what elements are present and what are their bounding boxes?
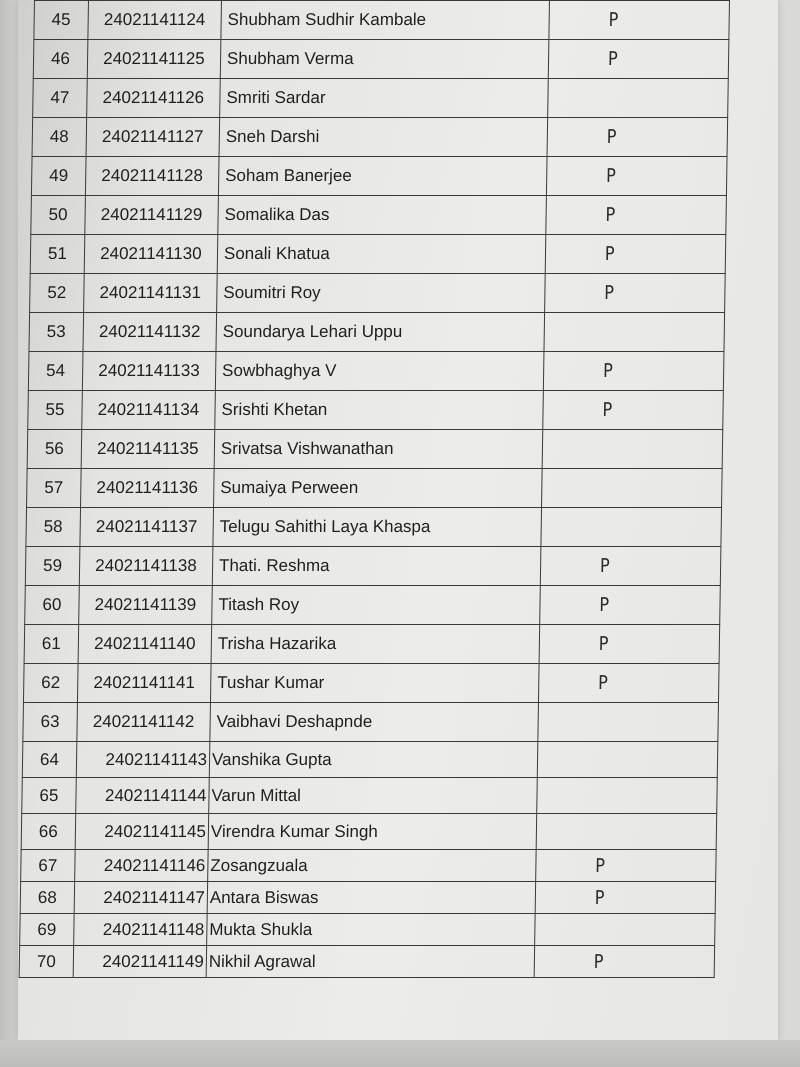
student-name-cell: Sneh Darshi — [219, 118, 548, 157]
present-mark: P — [598, 633, 609, 655]
roll-number-cell: 24021141126 — [86, 79, 220, 118]
attendance-mark-cell — [548, 40, 728, 79]
attendance-row — [32, 118, 728, 157]
serial-number-cell: 66 — [21, 814, 75, 850]
roll-number-cell: 24021141145 — [75, 814, 209, 850]
attendance-row — [21, 814, 717, 850]
serial-number-cell: 69 — [20, 914, 74, 946]
attendance-row — [22, 742, 718, 778]
attendance-mark-cell — [542, 469, 722, 508]
serial-number-cell: 62 — [23, 664, 77, 703]
present-mark: P — [595, 854, 606, 877]
student-name-cell: Varun Mittal — [209, 778, 538, 814]
roll-number-cell: 24021141127 — [86, 118, 220, 157]
attendance-mark-cell — [545, 235, 725, 274]
roll-number-cell: 24021141137 — [80, 508, 214, 547]
serial-number-cell: 53 — [29, 313, 83, 352]
roll-number-cell: 24021141144 — [76, 778, 210, 814]
student-name-cell: Shubham Verma — [220, 40, 549, 79]
serial-number-cell: 55 — [28, 391, 82, 430]
attendance-mark-cell — [548, 79, 728, 118]
serial-number-cell: 56 — [27, 430, 81, 469]
roll-number-cell: 24021141141 — [77, 664, 211, 703]
student-name-cell: Telugu Sahithi Laya Khaspa — [213, 508, 542, 547]
attendance-mark-cell — [535, 882, 715, 914]
roll-number-cell: 24021141139 — [79, 586, 213, 625]
attendance-row — [21, 850, 717, 882]
present-mark: P — [599, 594, 610, 616]
student-name-cell: Thati. Reshma — [212, 547, 541, 586]
present-mark: P — [599, 555, 611, 577]
attendance-row — [20, 882, 716, 914]
attendance-mark-cell — [546, 196, 726, 235]
student-name-cell: Titash Roy — [212, 586, 541, 625]
attendance-row — [31, 196, 727, 235]
student-name-cell: Shubham Sudhir Kambale — [221, 1, 550, 40]
attendance-mark-cell — [537, 778, 717, 814]
serial-number-cell: 67 — [21, 850, 75, 882]
present-mark: P — [607, 48, 618, 70]
student-name-cell: Vaibhavi Deshapnde — [210, 703, 539, 742]
serial-number-cell: 48 — [32, 118, 86, 157]
roll-number-cell: 24021141142 — [77, 703, 211, 742]
roll-number-cell: 24021141131 — [83, 274, 217, 313]
attendance-mark-cell — [539, 625, 719, 664]
roll-number-cell: 24021141135 — [81, 430, 215, 469]
student-name-cell: Trisha Hazarika — [211, 625, 540, 664]
attendance-table-body — [19, 1, 729, 978]
student-name-cell: Somalika Das — [218, 196, 547, 235]
student-name-cell: Vanshika Gupta — [209, 742, 538, 778]
attendance-mark-cell — [537, 742, 717, 778]
student-name-cell: Soumitri Roy — [217, 274, 546, 313]
present-mark: P — [593, 950, 604, 973]
serial-number-cell: 47 — [33, 79, 87, 118]
present-mark: P — [598, 672, 609, 694]
attendance-row — [25, 586, 721, 625]
serial-number-cell: 63 — [23, 703, 77, 742]
attendance-mark-cell — [549, 1, 729, 40]
attendance-row — [20, 914, 716, 946]
attendance-row — [19, 946, 715, 978]
attendance-table — [19, 0, 730, 978]
roll-number-cell: 24021141143 — [76, 742, 210, 778]
attendance-row — [30, 235, 726, 274]
attendance-row — [26, 508, 722, 547]
roll-number-cell: 24021141134 — [82, 391, 216, 430]
attendance-row — [23, 703, 719, 742]
attendance-mark-cell — [542, 430, 722, 469]
attendance-row — [29, 313, 725, 352]
attendance-row — [22, 778, 718, 814]
roll-number-cell: 24021141148 — [73, 914, 207, 946]
present-mark: P — [606, 165, 617, 187]
student-name-cell: Smriti Sardar — [220, 79, 549, 118]
serial-number-cell: 46 — [33, 40, 87, 79]
serial-number-cell: 52 — [30, 274, 84, 313]
student-name-cell: Tushar Kumar — [210, 664, 539, 703]
serial-number-cell: 61 — [24, 625, 78, 664]
present-mark: P — [594, 886, 605, 909]
attendance-row — [27, 469, 723, 508]
student-name-cell: Zosangzuala — [208, 850, 537, 882]
attendance-mark-cell — [541, 508, 721, 547]
attendance-mark-cell — [543, 352, 723, 391]
roll-number-cell: 24021141136 — [80, 469, 214, 508]
present-mark: P — [604, 243, 615, 265]
roll-number-cell: 24021141132 — [83, 313, 217, 352]
attendance-row — [28, 352, 724, 391]
attendance-mark-cell — [543, 391, 723, 430]
attendance-row — [27, 430, 723, 469]
serial-number-cell: 58 — [26, 508, 80, 547]
serial-number-cell: 68 — [20, 882, 74, 914]
roll-number-cell: 24021141138 — [79, 547, 213, 586]
attendance-mark-cell — [540, 547, 720, 586]
attendance-row — [25, 547, 721, 586]
roll-number-cell: 24021141129 — [85, 196, 219, 235]
attendance-mark-cell — [547, 157, 727, 196]
student-name-cell: Sowbhaghya V — [215, 352, 544, 391]
serial-number-cell: 65 — [22, 778, 76, 814]
attendance-mark-cell — [539, 664, 719, 703]
attendance-mark-cell — [540, 586, 720, 625]
serial-number-cell: 51 — [30, 235, 84, 274]
present-mark: P — [608, 9, 619, 31]
present-mark: P — [604, 282, 615, 304]
attendance-row — [31, 157, 727, 196]
attendance-mark-cell — [535, 914, 715, 946]
roll-number-cell: 24021141128 — [85, 157, 219, 196]
student-name-cell: Mukta Shukla — [207, 914, 536, 946]
student-name-cell: Sumaiya Perween — [213, 469, 542, 508]
serial-number-cell: 50 — [31, 196, 85, 235]
attendance-row — [28, 391, 724, 430]
attendance-row — [24, 625, 720, 664]
student-name-cell: Virendra Kumar Singh — [208, 814, 537, 850]
attendance-row — [34, 1, 730, 40]
roll-number-cell: 24021141149 — [73, 946, 207, 978]
attendance-mark-cell — [536, 814, 716, 850]
attendance-row — [30, 274, 726, 313]
serial-number-cell: 45 — [34, 1, 88, 40]
roll-number-cell: 24021141133 — [82, 352, 216, 391]
roll-number-cell: 24021141147 — [74, 882, 208, 914]
student-name-cell: Srishti Khetan — [215, 391, 544, 430]
serial-number-cell: 59 — [25, 547, 79, 586]
attendance-mark-cell — [538, 703, 718, 742]
attendance-mark-cell — [536, 850, 716, 882]
student-name-cell: Srivatsa Vishwanathan — [214, 430, 543, 469]
roll-number-cell: 24021141124 — [88, 1, 222, 40]
serial-number-cell: 60 — [25, 586, 79, 625]
serial-number-cell: 70 — [19, 946, 73, 978]
present-mark: P — [602, 360, 614, 382]
student-name-cell: Sonali Khatua — [217, 235, 546, 274]
present-mark: P — [606, 126, 617, 148]
roll-number-cell: 24021141146 — [74, 850, 208, 882]
attendance-row — [23, 664, 719, 703]
roll-number-cell: 24021141130 — [84, 235, 218, 274]
serial-number-cell: 57 — [27, 469, 81, 508]
desk-surface — [0, 1040, 800, 1067]
student-name-cell: Antara Biswas — [207, 882, 536, 914]
serial-number-cell: 54 — [28, 352, 82, 391]
present-mark: P — [602, 399, 613, 421]
attendance-mark-cell — [544, 313, 724, 352]
attendance-row — [33, 40, 729, 79]
attendance-mark-cell — [545, 274, 725, 313]
roll-number-cell: 24021141140 — [78, 625, 212, 664]
student-name-cell: Soundarya Lehari Uppu — [216, 313, 545, 352]
present-mark: P — [605, 204, 616, 226]
attendance-row — [33, 79, 729, 118]
attendance-mark-cell — [534, 946, 714, 978]
student-name-cell: Nikhil Agrawal — [206, 946, 535, 978]
student-name-cell: Soham Banerjee — [218, 157, 547, 196]
serial-number-cell: 64 — [22, 742, 76, 778]
attendance-mark-cell — [547, 118, 727, 157]
roll-number-cell: 24021141125 — [87, 40, 221, 79]
serial-number-cell: 49 — [31, 157, 85, 196]
